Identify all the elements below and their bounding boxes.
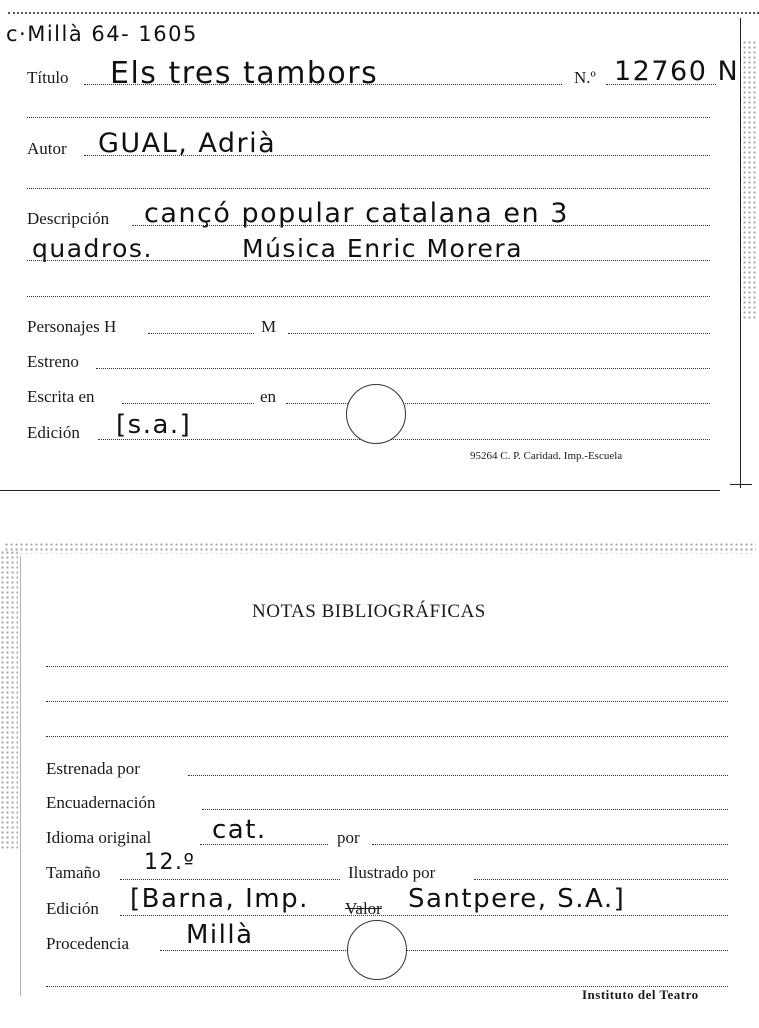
archive-note: c·Millà 64- 1605 bbox=[6, 22, 198, 46]
printer-imprint: 95264 C. P. Caridad. Imp.-Escuela bbox=[470, 450, 623, 462]
descripcion-value-2b: Música Enric Morera bbox=[242, 234, 524, 263]
personajes-label: Personajes H bbox=[27, 317, 117, 336]
escrita-line bbox=[122, 403, 254, 404]
personajes-m-line bbox=[288, 333, 710, 334]
descripcion-value-1: cançó popular catalana en 3 bbox=[144, 198, 569, 229]
descripcion-label: Descripción bbox=[27, 209, 110, 228]
escrita-label: Escrita en bbox=[27, 387, 95, 406]
estrenada-label: Estrenada por bbox=[46, 759, 140, 778]
numero-value: 12760 N bbox=[614, 56, 740, 87]
blank-line bbox=[27, 188, 710, 189]
card-bottom-edge-right bbox=[730, 484, 752, 485]
blank-line bbox=[46, 736, 728, 737]
card-top-edge bbox=[8, 12, 759, 14]
scan-noise-top bbox=[4, 542, 756, 554]
escrita-en-label: en bbox=[260, 387, 277, 406]
tamano-label: Tamaño bbox=[46, 863, 101, 882]
descripcion-value-2a: quadros. bbox=[32, 234, 153, 263]
edicion-back-value-b: Santpere, S.A.] bbox=[408, 884, 626, 914]
edicion-back-struck: Valor bbox=[345, 899, 382, 918]
edicion-label: Edición bbox=[27, 423, 80, 442]
scan-noise-left bbox=[0, 550, 18, 850]
titulo-label: Título bbox=[27, 68, 69, 87]
notas-heading: NOTAS BIBLIOGRÁFICAS bbox=[252, 601, 486, 622]
punch-hole bbox=[347, 920, 407, 980]
card-left-edge bbox=[20, 556, 21, 996]
blank-line bbox=[46, 701, 728, 702]
blank-line bbox=[27, 117, 710, 118]
blank-line bbox=[46, 666, 728, 667]
encuadernacion-line bbox=[202, 809, 728, 810]
card-bottom-edge bbox=[0, 490, 720, 491]
numero-label: N.º bbox=[574, 68, 596, 87]
procedencia-value: Millà bbox=[186, 920, 254, 950]
institution-footer: Instituto del Teatro bbox=[582, 987, 699, 1002]
edicion-value: [s.a.] bbox=[116, 410, 192, 440]
blank-line bbox=[27, 296, 710, 297]
card-right-edge bbox=[740, 18, 741, 488]
scan-noise bbox=[742, 40, 756, 320]
idioma-por-line bbox=[372, 844, 728, 845]
tamano-value: 12.º bbox=[144, 850, 196, 875]
edicion-back-label: Edición bbox=[46, 899, 99, 918]
edicion-back-value-a: [Barna, Imp. bbox=[130, 884, 309, 914]
procedencia-label: Procedencia bbox=[46, 934, 130, 953]
autor-value: GUAL, Adrià bbox=[98, 128, 277, 159]
personajes-h-line bbox=[148, 333, 254, 334]
tamano-line bbox=[120, 879, 340, 880]
estreno-label: Estreno bbox=[27, 352, 79, 371]
punch-hole bbox=[346, 384, 406, 444]
estreno-line bbox=[96, 368, 710, 369]
edicion-back-line bbox=[120, 915, 728, 916]
titulo-value: Els tres tambors bbox=[110, 56, 379, 91]
idioma-value: cat. bbox=[212, 815, 267, 845]
personajes-m-label: M bbox=[261, 317, 277, 336]
autor-label: Autor bbox=[27, 139, 67, 158]
ilustrado-label: Ilustrado por bbox=[348, 863, 436, 882]
idioma-label: Idioma original bbox=[46, 828, 152, 847]
encuadernacion-label: Encuadernación bbox=[46, 793, 156, 812]
catalog-card-back bbox=[0, 540, 759, 1028]
estrenada-line bbox=[188, 775, 728, 776]
idioma-por-label: por bbox=[337, 828, 360, 847]
ilustrado-line bbox=[474, 879, 728, 880]
catalog-card-front bbox=[0, 0, 759, 492]
procedencia-line bbox=[160, 950, 728, 951]
